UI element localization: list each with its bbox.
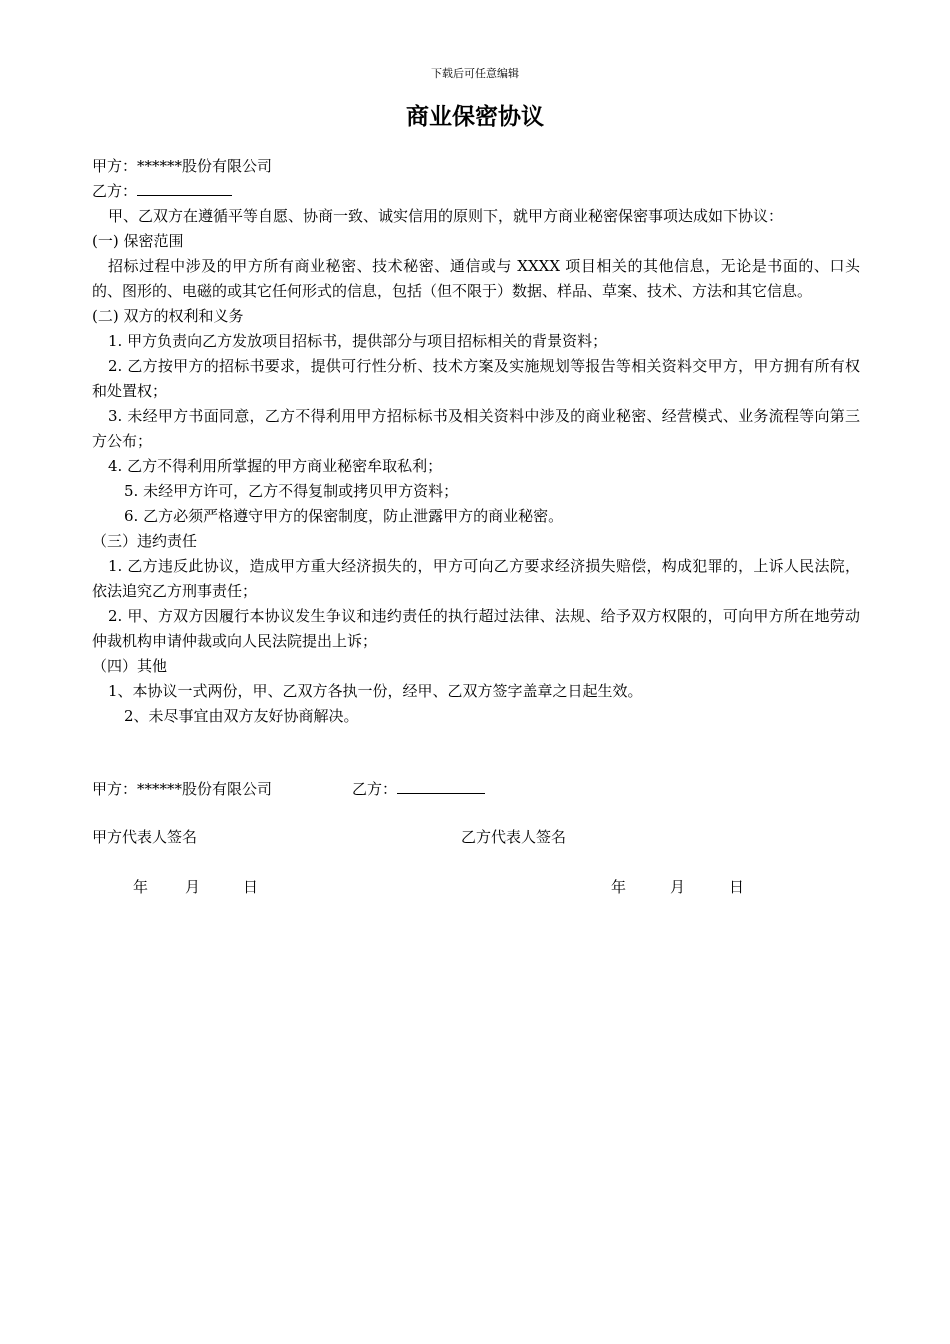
section-4-item-1: 1、本协议一式两份，甲、乙双方各执一份，经甲、乙双方签字盖章之日起生效。: [108, 682, 643, 700]
party-b-line: [92, 179, 860, 204]
section-3-item-2: [92, 604, 860, 654]
section-4-item-2: 2、未尽事宜由双方友好协商解决。: [124, 707, 359, 725]
section-2-item-3: [92, 404, 860, 454]
header-note: 下载后可任意编辑: [431, 67, 519, 80]
party-b-label: 乙方：: [92, 182, 138, 200]
intro-paragraph: 甲、乙双方在遵循平等自愿、协商一致、诚实信用的原则下，就甲方商业秘密保密事项达成如下协议：: [108, 207, 784, 225]
section-2-item-4: 4. 乙方不得利用所掌握的甲方商业秘密牟取私利；: [108, 457, 443, 475]
rep-a-signature-label: 甲方代表人签名: [92, 828, 198, 846]
section-2-item-2: [92, 354, 860, 404]
date-b-year: 年: [611, 878, 627, 896]
section-2-heading: (二) 双方的权利和义务: [92, 307, 244, 325]
section-1-heading: (一) 保密范围: [92, 232, 184, 250]
section-2-item-2-text: 2. 乙方按甲方的招标书要求，提供可行性分析、技术方案及实施规划等报告等相关资料交甲方，甲方拥有所有权和处置权；: [92, 357, 860, 400]
date-b-day: 日: [729, 878, 745, 896]
date-b-month: 月: [670, 878, 686, 896]
section-3-heading: （三）违约责任: [92, 532, 198, 550]
section-2-item-1: 1. 甲方负责向乙方发放项目招标书，提供部分与项目招标相关的背景资料；: [108, 332, 608, 350]
date-a-month: 月: [185, 878, 201, 896]
section-3-item-1-text: 1. 乙方违反此协议，造成甲方重大经济损失的，甲方可向乙方要求经济损失赔偿，构成犯罪的，上诉人民法院，依法追究乙方刑事责任；: [92, 557, 860, 600]
rep-b-signature-label: 乙方代表人签名: [461, 828, 567, 846]
document-title: 商业保密协议: [406, 104, 544, 130]
section-4-heading: （四）其他: [92, 657, 168, 675]
section-1-body: [92, 254, 860, 304]
date-a-year: 年: [133, 878, 149, 896]
section-2-item-6: 6. 乙方必须严格遵守甲方的保密制度，防止泄露甲方的商业秘密。: [124, 507, 564, 525]
document-body: [92, 154, 860, 729]
date-a-day: 日: [243, 878, 259, 896]
section-2-item-3-text: 3. 未经甲方书面同意，乙方不得利用甲方招标标书及相关资料中涉及的商业秘密、经营模式、业务流程等向第三方公布；: [92, 407, 860, 450]
section-2-item-5: 5. 未经甲方许可，乙方不得复制或拷贝甲方资料；: [124, 482, 459, 500]
signature-party-b-blank: [397, 779, 485, 794]
section-3-item-2-text: 2. 甲、方双方因履行本协议发生争议和违约责任的执行超过法律、法规、给予双方权限的，可向甲方所在地劳动仲裁机构申请仲裁或向人民法院提出上诉；: [92, 607, 860, 650]
signature-party-b: [352, 777, 485, 802]
section-1-body-text: 招标过程中涉及的甲方所有商业秘密、技术秘密、通信或与 XXXX 项目相关的其他信息，无论是书面的、口头的、图形的、电磁的或其它任何形式的信息，包括（但不限于）数据、样品、草案、技术、方法和其它信息。: [92, 257, 860, 300]
party-b-blank: [137, 181, 232, 196]
section-3-item-1: [92, 554, 860, 604]
party-a-line: 甲方：******股份有限公司: [92, 157, 273, 175]
signature-party-a: 甲方：******股份有限公司: [92, 780, 273, 798]
signature-party-b-label: 乙方：: [352, 780, 398, 798]
